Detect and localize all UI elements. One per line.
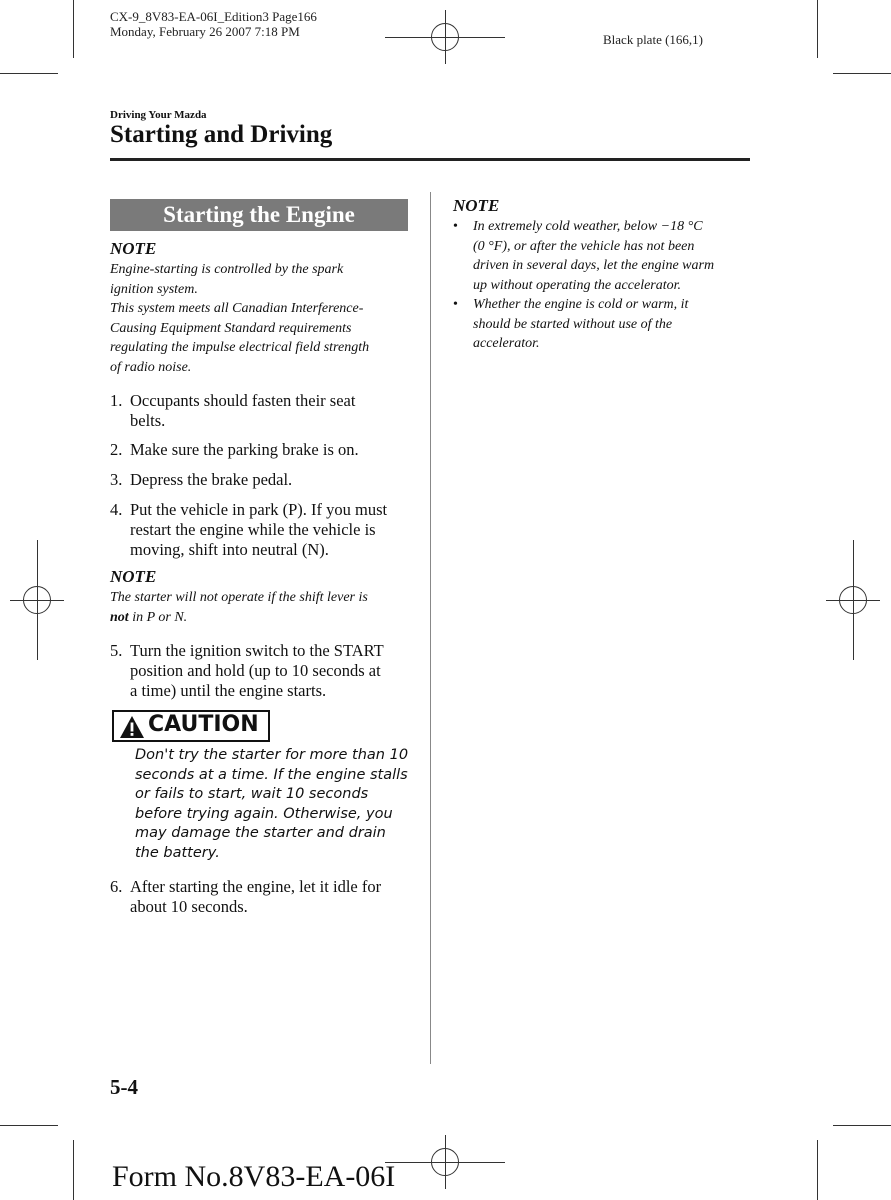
note-line-rest: in P or N. bbox=[128, 609, 188, 625]
note-body bbox=[110, 260, 420, 377]
note-line bbox=[110, 608, 420, 628]
step-number: 4. bbox=[110, 500, 123, 519]
step-line: moving, shift into neutral (N). bbox=[130, 540, 329, 559]
bullet-line: should be started without use of the bbox=[473, 316, 673, 332]
step-number: 1. bbox=[110, 391, 123, 410]
crop-mark bbox=[817, 1140, 818, 1200]
step-line: Depress the brake pedal. bbox=[130, 470, 293, 489]
step-line: about 10 seconds. bbox=[130, 897, 248, 916]
crop-mark bbox=[73, 0, 74, 58]
step-line: belts. bbox=[130, 411, 166, 430]
bullet-line: accelerator. bbox=[473, 336, 540, 351]
bullet-item bbox=[453, 217, 753, 295]
bullet-item bbox=[453, 295, 753, 354]
note-heading: NOTE bbox=[110, 239, 157, 258]
note-line: Engine-starting is controlled by the spark bbox=[110, 262, 344, 277]
crop-mark bbox=[833, 1125, 891, 1126]
list-item bbox=[110, 641, 420, 701]
section-label: Driving Your Mazda bbox=[110, 109, 207, 121]
bullet-line: In extremely cold weather, below −18 °C bbox=[473, 219, 703, 234]
bullet-line: (0 °F), or after the vehicle has not been bbox=[473, 238, 695, 254]
step-number: 3. bbox=[110, 470, 123, 489]
crop-mark bbox=[833, 73, 891, 74]
bullet-line: up without operating the accelerator. bbox=[473, 277, 682, 293]
step-line: position and hold (up to 10 seconds at bbox=[130, 661, 381, 680]
step-number: 5. bbox=[110, 641, 123, 660]
crop-mark bbox=[73, 1140, 74, 1200]
step-line: restart the engine while the vehicle is bbox=[130, 520, 376, 539]
list-item bbox=[110, 470, 420, 490]
note-body bbox=[110, 588, 420, 627]
step-line: After starting the engine, let it idle for bbox=[130, 877, 382, 896]
bullet-line: driven in several days, let the engine warm bbox=[473, 258, 715, 273]
step-line: Make sure the parking brake is on. bbox=[130, 440, 359, 459]
slug-line-1: CX-9_8V83-EA-06I_Edition3 Page166 bbox=[110, 9, 317, 24]
caution-body bbox=[135, 746, 420, 863]
step-line: Occupants should fasten their seat bbox=[130, 391, 356, 410]
caution-label: CAUTION bbox=[148, 712, 259, 737]
step-line: Put the vehicle in park (P). If you must bbox=[130, 500, 388, 519]
warning-triangle-icon bbox=[119, 715, 145, 739]
registration-target bbox=[431, 1148, 459, 1176]
plate-label: Black plate (166,1) bbox=[603, 32, 703, 47]
column-divider bbox=[430, 192, 431, 1064]
list-item bbox=[110, 877, 420, 917]
note-heading: NOTE bbox=[110, 567, 157, 586]
note-line: ignition system. bbox=[110, 281, 198, 297]
note-line: The starter will not operate if the shift lever is bbox=[110, 590, 368, 605]
crop-mark bbox=[0, 1125, 58, 1126]
note-line: Causing Equipment Standard requirements bbox=[110, 320, 352, 336]
caution-line: the battery. bbox=[135, 844, 220, 861]
caution-line: or fails to start, wait 10 seconds bbox=[135, 786, 369, 802]
bullet-dot: • bbox=[453, 297, 458, 312]
caution-line: seconds at a time. If the engine stalls bbox=[135, 766, 408, 783]
step-line: Turn the ignition switch to the START bbox=[130, 641, 384, 660]
section-banner: Starting the Engine bbox=[110, 199, 408, 231]
page-number: 5-4 bbox=[110, 1075, 138, 1099]
note-line: of radio noise. bbox=[110, 359, 192, 375]
step-line: a time) until the engine starts. bbox=[130, 681, 327, 700]
step-number: 2. bbox=[110, 440, 123, 459]
list-item bbox=[110, 500, 420, 560]
crop-mark bbox=[817, 0, 818, 58]
registration-target bbox=[431, 23, 459, 51]
bullet-line: Whether the engine is cold or warm, it bbox=[473, 297, 689, 312]
caution-line: may damage the starter and drain bbox=[135, 825, 386, 841]
note-line: This system meets all Canadian Interference- bbox=[110, 301, 364, 316]
emphasis-text: not bbox=[110, 609, 129, 625]
caution-line: before trying again. Otherwise, you bbox=[135, 805, 393, 822]
caution-label-box bbox=[112, 710, 270, 742]
crop-mark bbox=[0, 73, 58, 74]
registration-target bbox=[839, 586, 867, 614]
chapter-title: Starting and Driving bbox=[110, 121, 333, 148]
form-number: Form No.8V83-EA-06I bbox=[112, 1160, 396, 1193]
note-line: regulating the impulse electrical field strength bbox=[110, 340, 370, 355]
caution-line: Don't try the starter for more than 10 bbox=[135, 747, 409, 763]
registration-target bbox=[23, 586, 51, 614]
step-number: 6. bbox=[110, 877, 123, 896]
note-heading: NOTE bbox=[453, 196, 500, 215]
header-rule bbox=[110, 158, 750, 161]
list-item bbox=[110, 440, 420, 460]
slug-line-2: Monday, February 26 2007 7:18 PM bbox=[110, 24, 300, 39]
list-item bbox=[110, 391, 420, 431]
bullet-dot: • bbox=[453, 219, 458, 234]
